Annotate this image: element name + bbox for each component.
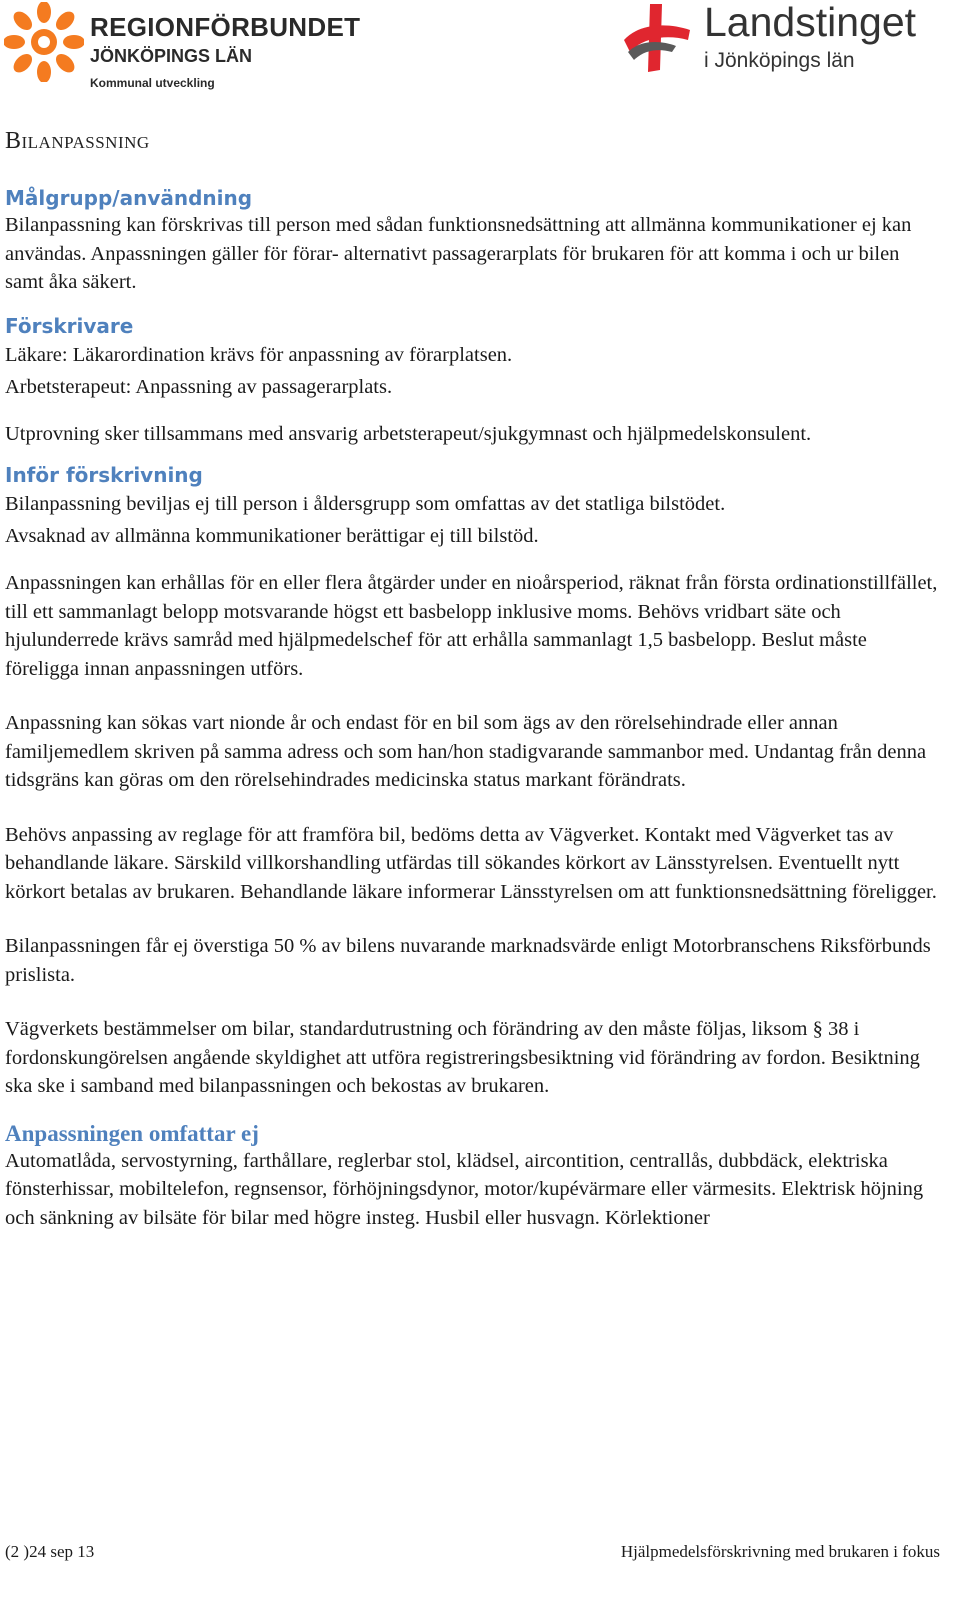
landstinget-name: Landstinget	[704, 0, 917, 45]
infor-para-nionde-ar: Anpassning kan sökas vart nionde år och endast för en bil som ägs av den rörelsehindrade eller annan familjemedlem skriven på samma adress och som han/hon stadigvarande sammanbor med. Undantag från denna tidsgräns kan göras om den rörelsehindrades medicinska status markant förändrats.	[5, 712, 927, 791]
forskrivare-line-arbetsterapeut: Arbetsterapeut: Anpassning av passagerarplats.	[5, 375, 393, 398]
infor-line-kommunikationer: Avsaknad av allmänna kommunikationer berättigar ej till bilstöd.	[5, 525, 539, 547]
malgrupp-text: Bilanpassning kan förskrivas till person med sådan funktionsnedsättning att allmänna kommunikationer ej kan användas. Anpassningen gäller för förar- alternativt passagerarplats för brukaren för att komma i och ur bilen samt åka säkert.	[5, 214, 912, 293]
page-header	[0, 0, 960, 110]
infor-para-marknadsvarde: Bilanpassningen får ej överstiga 50 % av bilens nuvarande marknadsvärde enligt Motorbranschens Riksförbunds prislista.	[5, 935, 931, 986]
document-body	[5, 128, 940, 1232]
heading-omfattar-ej: Anpassningen omfattar ej	[5, 1120, 259, 1146]
heading-infor-forskrivning: Inför förskrivning	[5, 463, 203, 487]
regionforbundet-logo	[4, 2, 361, 94]
omfattar-ej-text: Automatlåda, servostyrning, farthållare, reglerbar stol, klädsel, aircontition, centrallås, dubbdäck, elektriska fönsterhissar, mobiltelefon, regnsensor, förhöjningsdynor, motor/kupévärmare eller värmesits. Elektrisk höjning och sänkning av bilsäte för bilar med högre insteg. Husbil eller husvagn. Körlektioner	[5, 1149, 924, 1229]
regionforbundet-tagline: Kommunal utveckling	[90, 76, 215, 90]
infor-line-aldersgrupp: Bilanpassning beviljas ej till person i åldersgrupp som omfattas av det statliga bilstödet.	[5, 493, 726, 515]
sun-logo-icon	[4, 2, 84, 82]
landstinget-cross-icon	[620, 0, 692, 76]
forskrivare-line-lakare: Läkare: Läkarordination krävs för anpassning av förarplatsen.	[5, 343, 513, 366]
regionforbundet-name: REGIONFÖRBUNDET	[90, 12, 361, 42]
infor-para-nioarsperiod: Anpassningen kan erhållas för en eller flera åtgärder under en nioårsperiod, räknat från första ordinationstillfället, till ett sammanlagt belopp motsvarande högst ett basbelopp inklusive moms. Behövs vridbart säte och hjulunderrede krävs samråd med hjälpmedelschef för att erhålla sammanlagt 1,5 basbelopp. Beslut måste föreligga innan anpassningen utförs.	[5, 572, 938, 680]
footer-page-date: (2 )24 sep 13	[5, 1542, 95, 1561]
heading-malgrupp: Målgrupp/användning	[5, 186, 253, 210]
landstinget-logo	[620, 0, 940, 80]
infor-para-vagverket: Behövs anpassing av reglage för att framföra bil, bedöms detta av Vägverket. Kontakt med Vägverket tas av behandlande läkare. Särskild villkorshandling utfärdas till sökandes körkort av Länsstyrelsen. Eventuellt nytt körkort betalas av brukaren. Behandlande läkare informerar Länsstyrelsen om att funktionsnedsättning föreligger.	[5, 823, 937, 903]
page-footer	[5, 1542, 940, 1566]
forskrivare-utprovning: Utprovning sker tillsammans med ansvarig arbetsterapeut/sjukgymnast och hjälpmedelskonsulent.	[5, 422, 812, 445]
heading-forskrivare: Förskrivare	[5, 313, 134, 338]
footer-document-name: Hjälpmedelsförskrivning med brukaren i fokus	[620, 1542, 940, 1561]
regionforbundet-subtitle: JÖNKÖPINGS LÄN	[90, 46, 253, 66]
document-title: Bilanpassning	[5, 128, 150, 154]
landstinget-subtitle: i Jönköpings län	[704, 49, 855, 72]
infor-para-bestammelser: Vägverkets bestämmelser om bilar, standardutrustning och förändring av den måste följas, liksom § 38 i fordonskungörelsen angående skyldighet att utföra registreringsbesiktning vid förändring av fordon. Besiktning ska ske i samband med bilanpassningen och bekostas av brukaren.	[5, 1018, 920, 1097]
